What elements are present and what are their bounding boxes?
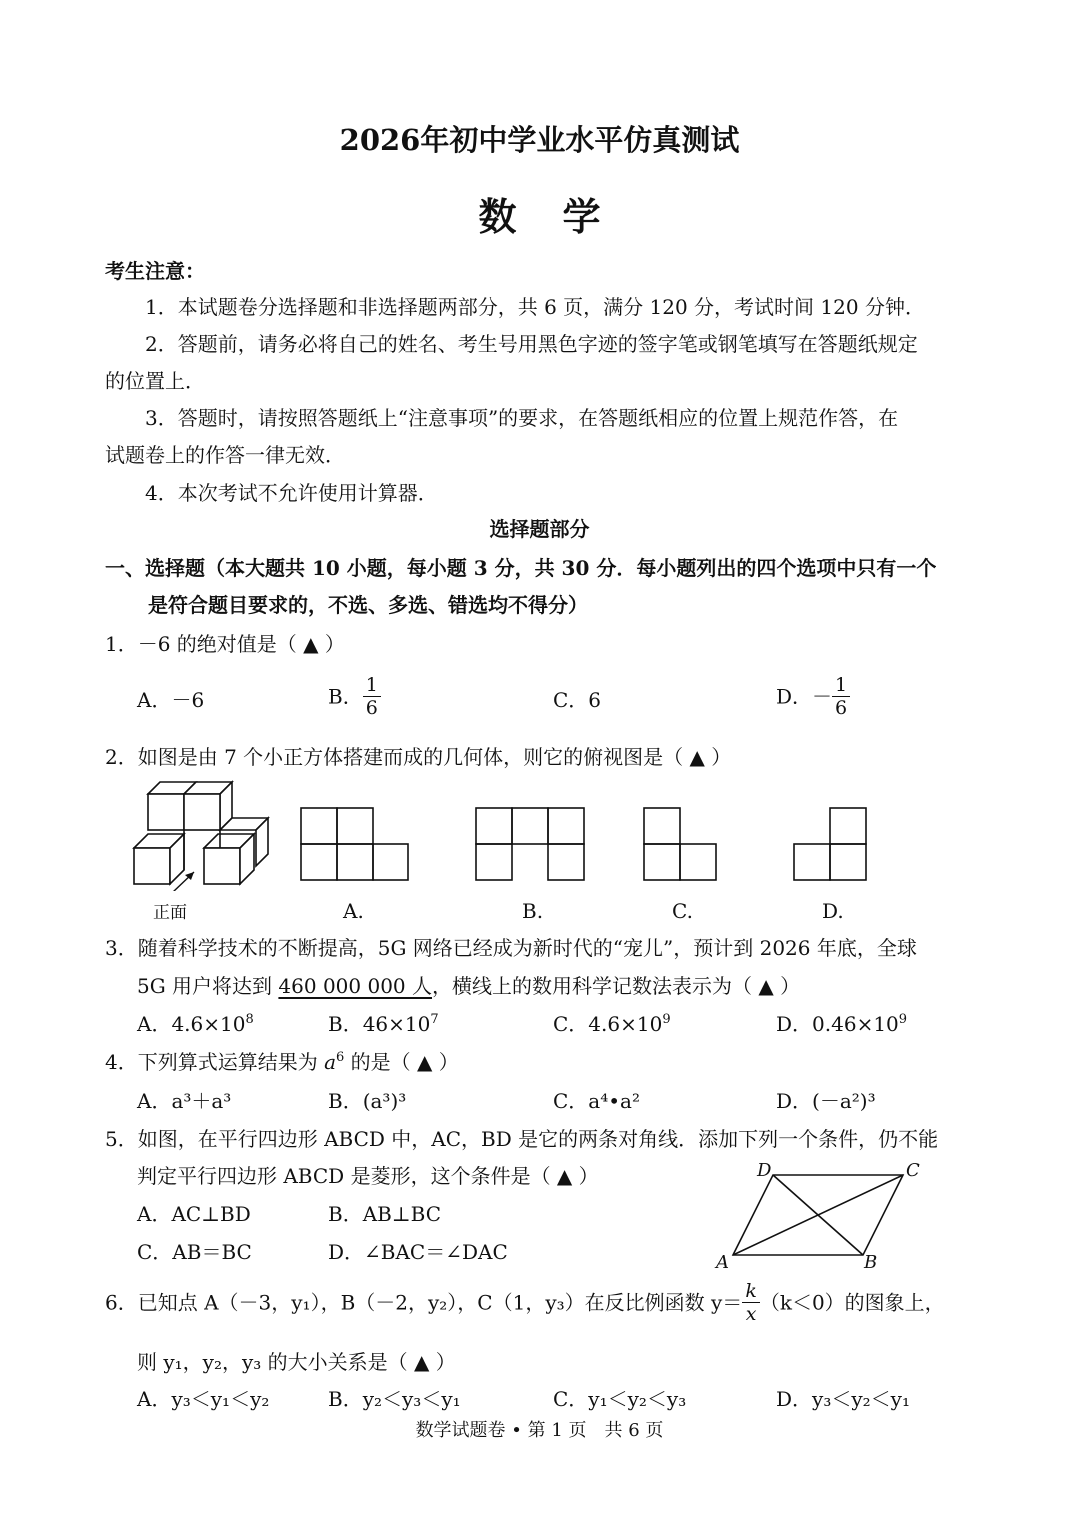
notice-heading: 考生注意： (105, 259, 205, 283)
q4-option-c: C．a⁴•a² (553, 1089, 640, 1113)
q2-option-a-label[interactable]: A. (343, 899, 364, 923)
q1-option-a: A．－6 (137, 688, 205, 712)
q4-option-d: D．(－a²)³ (776, 1089, 876, 1113)
q3-option-c: C．$4.6\times 10^9$ (553, 1012, 671, 1036)
notice-item-4: 4．本次考试不允许使用计算器． (145, 481, 438, 505)
notice-item-2: 2．答题前，请务必将自己的姓名、考生号用黑色字迹的签字笔或钢笔填写在答题纸规定 (145, 332, 918, 356)
notice-item-2-cont: 的位置上． (105, 369, 205, 393)
q2-option-c-label[interactable]: C. (672, 899, 693, 923)
q6-option-a: A．y₃＜y₁＜y₂ (137, 1387, 270, 1411)
q1-option-d: D．－ $\frac{1}{6}$ (776, 674, 850, 719)
section-heading: 选择题部分 (489, 517, 590, 541)
q5-label-a: A (716, 1252, 729, 1273)
q1-stem: 1．－6 的绝对值是（ ▲ ） (105, 632, 345, 656)
q1-b-numerator: 1 (363, 674, 381, 697)
subject-title: 数学 (478, 194, 647, 239)
q3-option-b: B．$46\times 10^7$ (328, 1012, 439, 1036)
notice-item-3-cont: 试题卷上的作答一律无效． (105, 443, 345, 467)
part-heading-line2: 是符合题目要求的，不选、多选、错选均不得分） (148, 593, 588, 617)
q2-option-d-figure (793, 807, 869, 882)
q1-d-denominator: 6 (835, 697, 848, 719)
q2-option-b-label[interactable]: B. (522, 899, 544, 923)
q2-option-a-figure (300, 807, 410, 882)
q3-option-d: D．$0.46\times 10^9$ (776, 1012, 908, 1036)
q5-parallelogram-figure (715, 1158, 925, 1273)
notice-item-3: 3．答题时，请按照答题纸上“注意事项”的要求，在答题纸相应的位置上规范作答，在 (145, 406, 899, 430)
part-heading-line1: 一、选择题（本大题共 10 小题，每小题 3 分，共 30 分．每小题列出的四个选项中只有一个 (105, 556, 937, 580)
q5-option-b: B．AB⊥BC (328, 1202, 442, 1226)
exam-title: 2026年初中学业水平仿真测试 (339, 123, 740, 157)
q2-option-c-figure (643, 807, 719, 882)
q2-option-b-figure (475, 807, 587, 882)
q3-underlined-number: 460 000 000 人 (278, 974, 433, 998)
q2-cube-figure (128, 776, 278, 891)
q2-stem: 2．如图是由 7 个小正方体搭建而成的几何体，则它的俯视图是（ ▲ ） (105, 745, 732, 769)
q5-option-a: A．AC⊥BD (137, 1202, 251, 1226)
q6-stem-line1: 6．已知点 A（－3，y₁），B（－2，y₂），C（1，y₃）在反比例函数 y＝ $\frac{k}{x}$ （k＜0）的图象上， (105, 1280, 945, 1325)
q1-option-b: B． $\frac{1}{6}$ (328, 674, 381, 719)
q2-front-label: 正面 (153, 903, 187, 923)
notice-item-1: 1．本试题卷分选择题和非选择题两部分，共 6 页，满分 120 分，考试时间 120 分钟． (145, 295, 925, 319)
q5-stem-line1: 5．如图，在平行四边形 ABCD 中，AC，BD 是它的两条对角线．添加下列一个条件，仍不能 (105, 1127, 939, 1151)
q5-stem-line2: 判定平行四边形 ABCD 是菱形，这个条件是（ ▲ ） (137, 1164, 599, 1188)
q1-option-c: C．6 (553, 688, 602, 712)
q6-frac-denominator: x (745, 1303, 757, 1325)
q6-option-b: B．y₂＜y₃＜y₁ (328, 1387, 461, 1411)
q4-option-b: B．(a³)³ (328, 1089, 407, 1113)
q6-frac-numerator: k (742, 1280, 760, 1303)
q5-option-d: D．∠BAC＝∠DAC (328, 1240, 508, 1264)
q2-option-d-label[interactable]: D. (822, 899, 844, 923)
q1-b-denominator: 6 (365, 697, 378, 719)
q3-option-a: A．$4.6\times 10^8$ (137, 1012, 254, 1036)
q4-stem: 4．下列算式运算结果为 $a^6$ 的是（ ▲ ） (105, 1050, 459, 1074)
q4-option-a: A．a³＋a³ (137, 1089, 232, 1113)
q3-stem-line1: 3．随着科学技术的不断提高，5G 网络已经成为新时代的“宠儿”，预计到 2026 年底，全球 (105, 936, 917, 960)
q5-label-b: B (864, 1252, 878, 1273)
q5-label-d: D (757, 1160, 772, 1181)
q6-option-c: C．y₁＜y₂＜y₃ (553, 1387, 687, 1411)
q3-stem-line2: 5G 用户将达到 460 000 000 人，横线上的数用科学记数法表示为（ ▲ ） (137, 974, 801, 998)
q6-option-d: D．y₃＜y₂＜y₁ (776, 1387, 910, 1411)
q6-stem-line2: 则 y₁，y₂，y₃ 的大小关系是（ ▲ ） (137, 1350, 456, 1374)
page-footer: 数学试题卷 • 第 1 页 共 6 页 (415, 1420, 664, 1441)
q5-option-c: C．AB＝BC (137, 1240, 252, 1264)
q5-label-c: C (906, 1160, 920, 1181)
q1-d-numerator: 1 (832, 674, 850, 697)
